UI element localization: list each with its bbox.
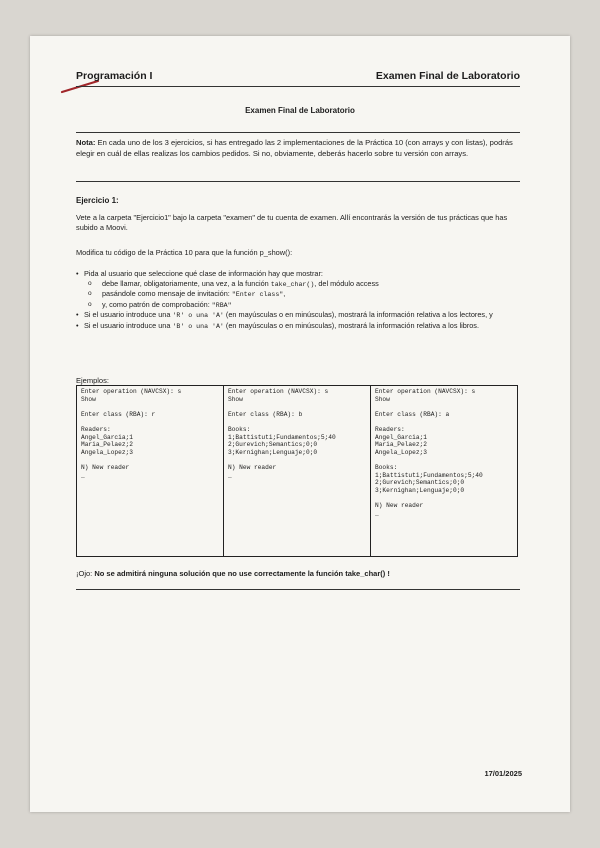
sub-take-char: o debe llamar, obligatoriamente, una vez, a la función take_char(), del módulo access [76, 279, 520, 290]
modify-post: : [290, 248, 293, 257]
note-text: En cada uno de los 3 ejercicios, si has entregado las 2 implementaciones de la Práctica 10 (con arrays y con listas), podrás elegir en cuál de ellas realizas los cambios pedidos. Si no, obviamente, deberás hacerlo sobre tu versión con arrays. [76, 138, 513, 158]
books-code: 'B' o una 'A' [172, 322, 224, 330]
exam-header: Examen Final de Laboratorio [375, 70, 520, 82]
bullet-readers: • Si el usuario introduce una 'R' o una 'A' (en mayúsculas o en minúsculas), mostrará la información relativa a los lectores, y [76, 310, 520, 321]
header-divider [76, 86, 520, 87]
example-all: Enter operation (NAVCSX): s Show Enter class (RBA): a Readers: Angel_Garcia;1 Maria_Pelaez;2 Angela_Lopez;3 Books: 1;Battistuti;Fundamentos;5;40 2;Gurevich;Semantics;0;0 3;Kernighan;Lenguaje;0;0 N) New reader _ [375, 388, 483, 517]
take-char-code: take_char() [270, 280, 315, 288]
examples-table [76, 385, 518, 557]
modify-instruction [76, 248, 520, 258]
bullet-select-class: • Pida al usuario que seleccione qué clase de información hay que mostrar: [76, 269, 520, 279]
note-paragraph [76, 138, 520, 159]
note-divider-bottom [76, 181, 520, 182]
exam-date: 17/01/2025 [484, 769, 522, 778]
modify-fn: p_show() [259, 248, 291, 257]
example-readers: Enter operation (NAVCSX): s Show Enter class (RBA): r Readers: Angel_Garcia;1 Maria_Pelaez;2 Angela_Lopez;3 N) New reader _ [77, 386, 224, 556]
note-divider-top [76, 132, 520, 133]
warning-bold: No se admitirá ninguna solución que no use correctamente la función take_char() ! [94, 569, 390, 578]
course-name: Programación I [76, 70, 153, 82]
sub-prompt-message: o pasándole como mensaje de invitación: "Enter class", [76, 289, 520, 300]
examples-label: Ejemplos: [76, 376, 109, 385]
requirements-list [76, 269, 520, 332]
warning-note: ¡Ojo: No se admitirá ninguna solución que no use correctamente la función take_char() ! [76, 569, 390, 578]
sub-pattern: o y, como patrón de comprobación: "RBA" [76, 300, 520, 311]
bullet-books: • Si el usuario introduce una 'B' o una 'A' (en mayúsculas o en minúsculas), mostrará la información relativa a los libros. [76, 321, 520, 332]
exercise-title: Ejercicio 1: [76, 196, 119, 205]
pattern-code: "RBA" [211, 301, 232, 309]
prompt-code: "Enter class" [231, 291, 284, 299]
note-label: Nota: [76, 138, 96, 147]
readers-code: 'R' o una 'A' [172, 312, 224, 320]
page-title: Examen Final de Laboratorio [245, 106, 355, 115]
footer-divider [76, 589, 520, 590]
exercise-intro: Vete a la carpeta "Ejercicio1" bajo la carpeta "examen" de tu cuenta de examen. Allí encontrarás la versión de tus prácticas que has subido a Moovi. [76, 213, 508, 232]
example-books: Enter operation (NAVCSX): s Show Enter class (RBA): b Books: 1;Battistuti;Fundamentos;5;40 2;Gurevich;Semantics;0;0 3;Kernighan;Lenguaje;0;0 N) New reader _ [224, 386, 371, 556]
modify-pre: Modifica tu código de la Práctica 10 para que la función [76, 248, 260, 257]
exam-page [30, 36, 570, 812]
